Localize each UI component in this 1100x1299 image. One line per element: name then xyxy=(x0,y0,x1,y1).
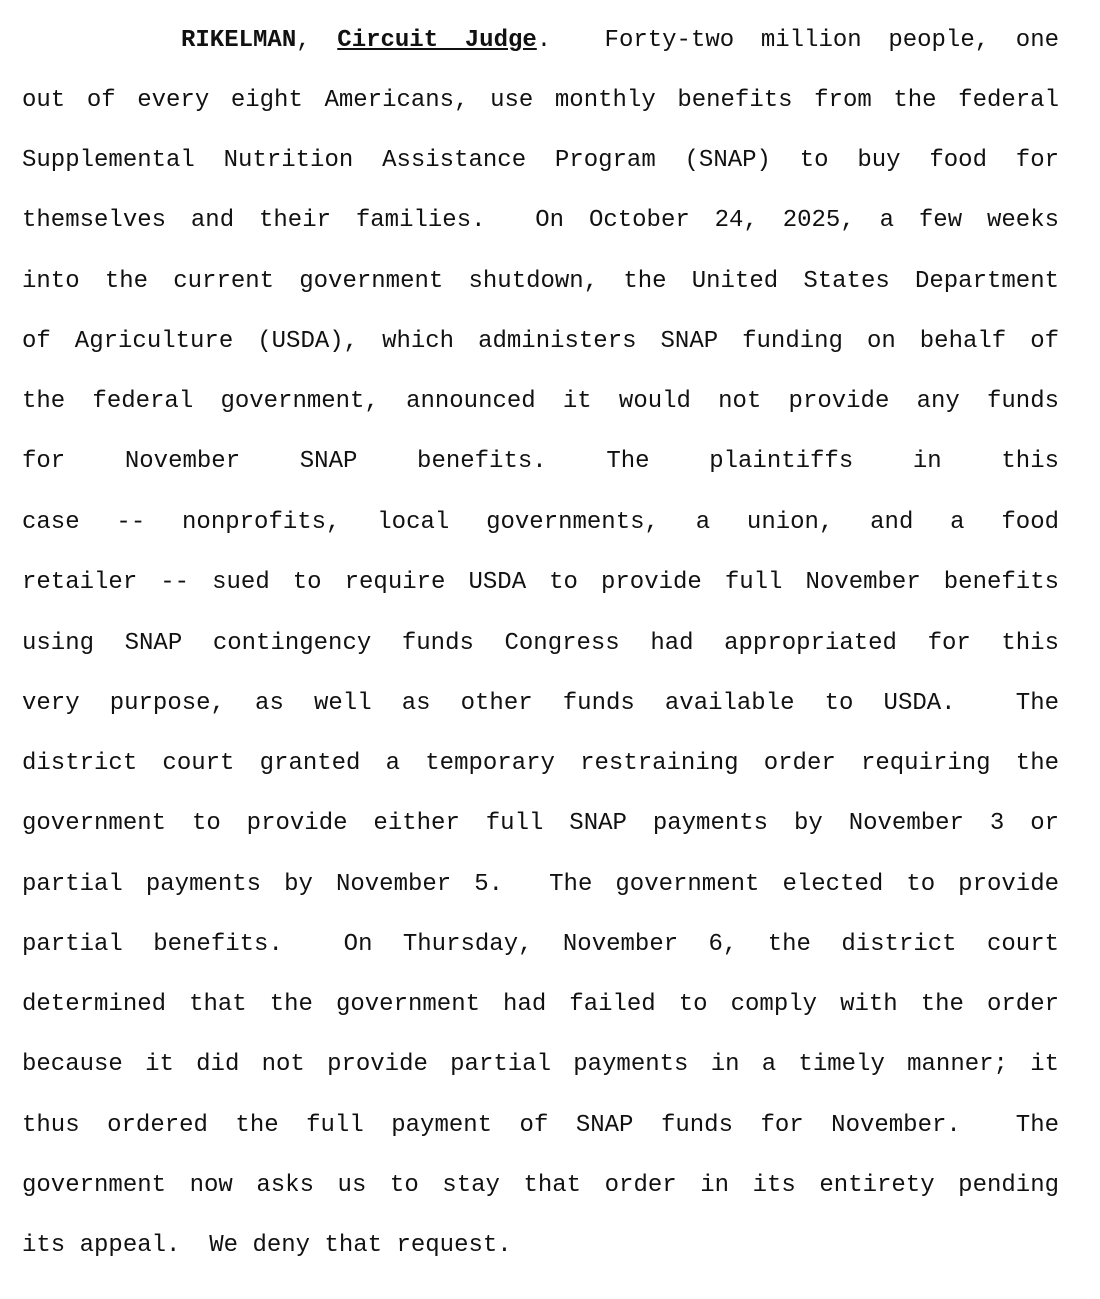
opinion-line-19: thus ordered the full payment of SNAP funds for November. The xyxy=(22,1112,1059,1139)
opinion-line-5: into the current government shutdown, the United States Department xyxy=(22,268,1059,295)
opinion-line-15: partial payments by November 5. The government elected to provide xyxy=(22,871,1059,898)
opinion-line-13: district court granted a temporary restraining order requiring the xyxy=(22,750,1059,777)
opinion-line-18: because it did not provide partial payments in a timely manner; it xyxy=(22,1051,1059,1078)
opinion-line-2: out of every eight Americans, use monthly benefits from the federal xyxy=(22,87,1059,114)
opinion-line-3: Supplemental Nutrition Assistance Program (SNAP) to buy food for xyxy=(22,147,1059,174)
judge-name: RIKELMAN xyxy=(181,27,297,54)
opinion-line-4: themselves and their families. On October 24, 2025, a few weeks xyxy=(22,207,1059,234)
opinion-line-7: the federal government, announced it would not provide any funds xyxy=(22,388,1059,415)
opinion-line-12: very purpose, as well as other funds available to USDA. The xyxy=(22,690,1059,717)
opinion-line-1 xyxy=(181,25,1059,57)
opinion-line-11: using SNAP contingency funds Congress had appropriated for this xyxy=(22,630,1059,657)
opinion-line-text: Forty-two million people, one xyxy=(604,27,1059,54)
opinion-line-16: partial benefits. On Thursday, November 6, the district court xyxy=(22,931,1059,958)
opinion-line-9: case -- nonprofits, local governments, a union, and a food xyxy=(22,509,1059,536)
name-comma: , xyxy=(296,27,311,54)
title-period: . xyxy=(536,27,552,54)
opinion-line-20: government now asks us to stay that order in its entirety pending xyxy=(22,1172,1059,1199)
opinion-line-8: for November SNAP benefits. The plaintiffs in this xyxy=(22,448,1059,475)
judge-title: Circuit Judge xyxy=(337,27,537,54)
opinion-line-14: government to provide either full SNAP payments by November 3 or xyxy=(22,810,1059,837)
opinion-line-6: of Agriculture (USDA), which administers SNAP funding on behalf of xyxy=(22,328,1059,355)
opinion-line-10: retailer -- sued to require USDA to provide full November benefits xyxy=(22,569,1059,596)
opinion-line-17: determined that the government had failed to comply with the order xyxy=(22,991,1059,1018)
opinion-line-21: its appeal. We deny that request. xyxy=(22,1232,512,1259)
